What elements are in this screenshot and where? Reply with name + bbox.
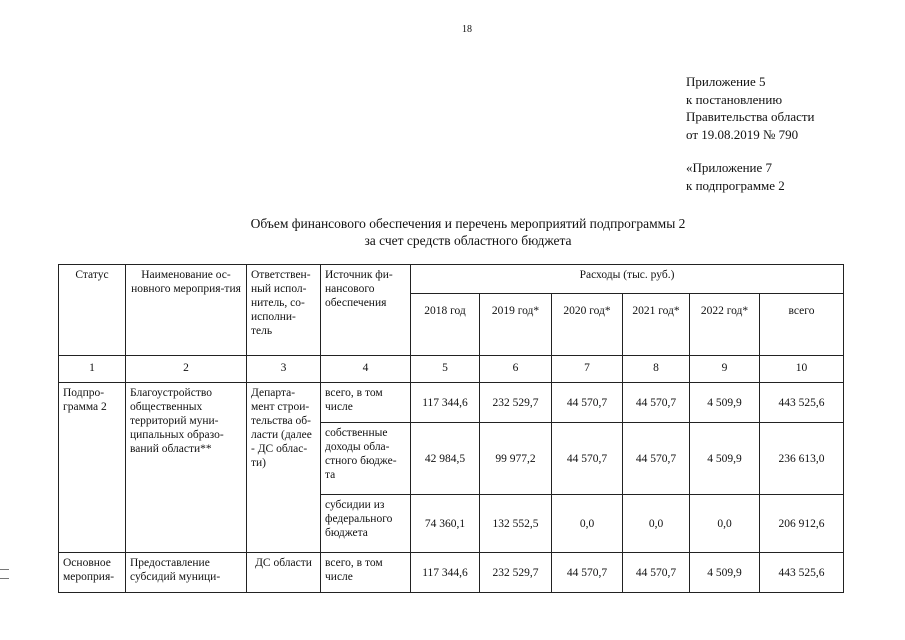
column-number: 4 <box>321 356 411 383</box>
value-cell: 206 912,6 <box>760 495 844 553</box>
page-number: 18 <box>462 24 472 35</box>
appendix-ref-line-1: «Приложение 7 <box>686 160 773 175</box>
table-row <box>59 553 844 593</box>
header-year-2022: 2022 год* <box>690 294 760 356</box>
value-cell: 44 570,7 <box>552 423 623 495</box>
source-cell: собственные доходы обла-стного бюдже-та <box>321 423 411 495</box>
appendix-line-1: Приложение 5 <box>686 74 766 89</box>
value-cell: 74 360,1 <box>411 495 480 553</box>
value-cell: 232 529,7 <box>480 383 552 423</box>
value-cell: 0,0 <box>552 495 623 553</box>
value-cell: 236 613,0 <box>760 423 844 495</box>
value-cell: 44 570,7 <box>623 383 690 423</box>
value-cell: 44 570,7 <box>623 553 690 593</box>
column-number: 3 <box>247 356 321 383</box>
value-cell: 44 570,7 <box>552 553 623 593</box>
column-number: 1 <box>59 356 126 383</box>
value-cell: 117 344,6 <box>411 553 480 593</box>
column-number: 2 <box>126 356 247 383</box>
value-cell: 99 977,2 <box>480 423 552 495</box>
column-number: 5 <box>411 356 480 383</box>
header-year-2018: 2018 год <box>411 294 480 356</box>
column-number: 9 <box>690 356 760 383</box>
column-number-row <box>59 356 844 383</box>
value-cell: 44 570,7 <box>623 423 690 495</box>
measure-responsible: ДС области <box>247 553 321 593</box>
value-cell: 4 509,9 <box>690 383 760 423</box>
source-cell: всего, в том числе <box>321 553 411 593</box>
document-title <box>100 215 836 249</box>
appendix-line-3: Правительства области <box>686 109 815 124</box>
header-year-2019: 2019 год* <box>480 294 552 356</box>
value-cell: 0,0 <box>690 495 760 553</box>
subprogram-name: Благоустройство общественных территорий муни-ципальных образо-ваний области** <box>126 383 247 553</box>
measure-name: Предоставление субсидий муници- <box>126 553 247 593</box>
value-cell: 443 525,6 <box>760 553 844 593</box>
header-total: всего <box>760 294 844 356</box>
column-number: 8 <box>623 356 690 383</box>
scan-edge-mark <box>0 569 9 570</box>
value-cell: 0,0 <box>623 495 690 553</box>
value-cell: 443 525,6 <box>760 383 844 423</box>
header-responsible: Ответствен-ный испол-нитель, со-исполни-тель <box>247 265 321 356</box>
subprogram-status: Подпро-грамма 2 <box>59 383 126 553</box>
financing-table <box>58 264 844 593</box>
appendix-reference <box>686 159 785 194</box>
header-source: Источник фи-нансового обеспечения <box>321 265 411 356</box>
title-line-2: за счет средств областного бюджета <box>364 233 572 248</box>
source-cell: субсидии из федерального бюджета <box>321 495 411 553</box>
header-expenses: Расходы (тыс. руб.) <box>411 265 844 294</box>
scan-edge-mark <box>0 578 9 579</box>
source-cell: всего, в том числе <box>321 383 411 423</box>
value-cell: 42 984,5 <box>411 423 480 495</box>
value-cell: 232 529,7 <box>480 553 552 593</box>
value-cell: 4 509,9 <box>690 423 760 495</box>
appendix-ref-line-2: к подпрограмме 2 <box>686 177 785 193</box>
subprogram-responsible: Департа-мент строи-тельства об-ласти (далее - ДС облас-ти) <box>247 383 321 553</box>
value-cell: 4 509,9 <box>690 553 760 593</box>
table-row <box>59 383 844 423</box>
appendix-header <box>686 73 815 143</box>
header-year-2021: 2021 год* <box>623 294 690 356</box>
title-line-1: Объем финансового обеспечения и перечень мероприятий подпрограммы 2 <box>250 216 686 231</box>
column-number: 10 <box>760 356 844 383</box>
value-cell: 44 570,7 <box>552 383 623 423</box>
financing-table-wrapper <box>58 264 844 593</box>
header-status: Статус <box>59 265 126 356</box>
column-number: 7 <box>552 356 623 383</box>
appendix-line-4: от 19.08.2019 № 790 <box>686 126 799 142</box>
value-cell: 117 344,6 <box>411 383 480 423</box>
header-year-2020: 2020 год* <box>552 294 623 356</box>
appendix-line-2: к постановлению <box>686 91 783 107</box>
column-number: 6 <box>480 356 552 383</box>
header-name: Наименование ос-новного мероприя-тия <box>126 265 247 356</box>
value-cell: 132 552,5 <box>480 495 552 553</box>
measure-status: Основное мероприя- <box>59 553 126 593</box>
